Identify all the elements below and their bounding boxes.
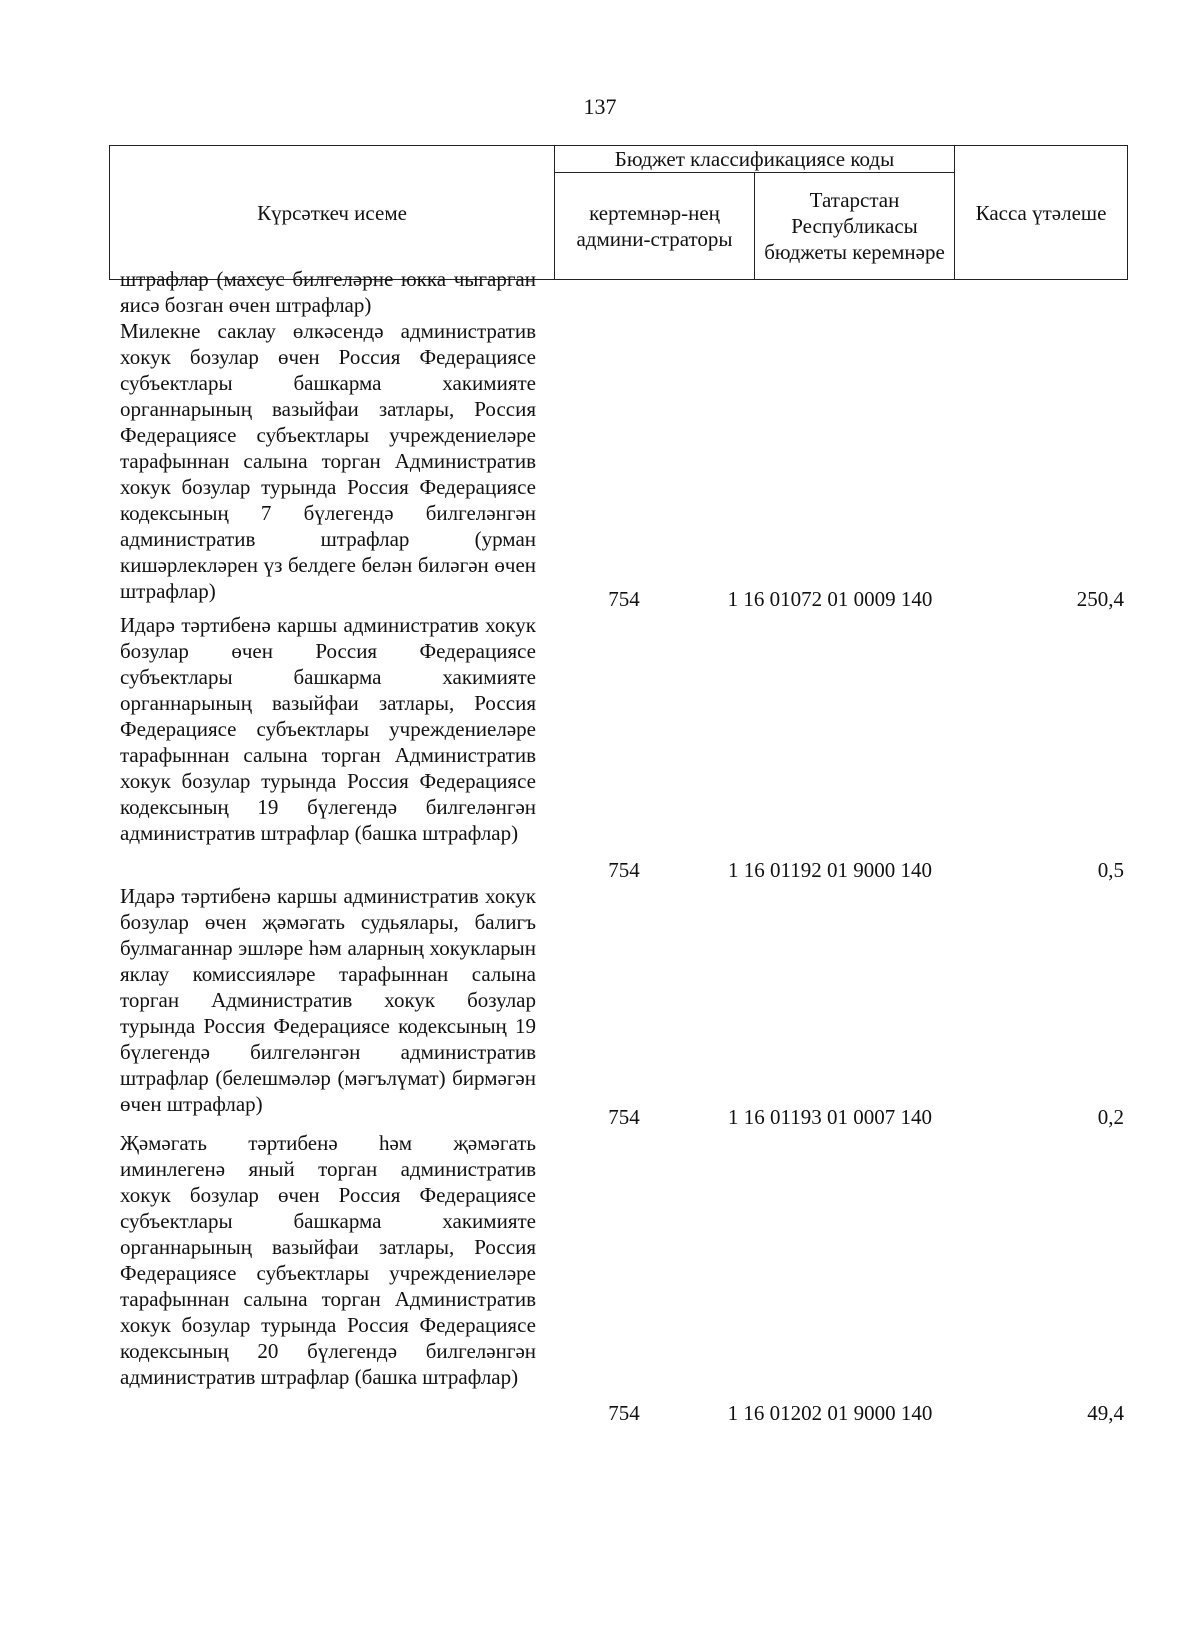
row-cash-amount: 0,2 [1097, 1105, 1124, 1129]
row-revenue-code: 1 16 01193 01 0007 140 [728, 1105, 932, 1129]
row-revenue-code: 1 16 01192 01 9000 140 [728, 858, 932, 882]
row-revenue-code: 1 16 01072 01 0009 140 [727, 587, 933, 611]
row-description: Милекне саклау өлкәсендә административ хокук бозулар өчен Россия Федерациясе субъектлары башкарма хакимияте органнарының вазыйфаи затлары, Россия Федерациясе субъектлары учреждениеләре тарафыннан салына торган Административ хокук бозулар турында Россия Федерациясе кодексының 7 бүлегендә билгеләнгән административ штрафлар (урман кишәрлекләрен үз белдеге белән биләгән өчен штрафлар) [120, 319, 536, 603]
row-description: Идарә тәртибенә каршы административ хокук бозулар өчен җәмәгать судьялары, балигъ булмаганнар эшләре һәм аларның хокукларын яклау комиссияләре тарафыннан салына торган Административ хокук бозулар турында Россия Федерациясе кодексының 19 бүлегендә билгеләнгән административ штрафлар (белешмәләр (мәгълүмат) бирмәгән өчен штрафлар) [120, 884, 536, 1116]
row-admin-code: 754 [608, 587, 640, 611]
row-description: Идарә тәртибенә каршы административ хокук бозулар өчен Россия Федерациясе субъектлары башкарма хакимияте органнарының вазыйфаи затлары, Россия Федерациясе субъектлары учреждениеләре тарафыннан салына торган Административ хокук бозулар турында Россия Федерациясе кодексының 19 бүлегендә билгеләнгән административ штрафлар (башка штрафлар) [120, 613, 536, 845]
header-cash: Касса үтәлеше [955, 146, 1128, 280]
row-admin-code: 754 [608, 1401, 640, 1425]
header-revenues: Татарстан Республикасы бюджеты керемнәре [755, 173, 955, 280]
row-description: Җәмәгать тәртибенә һәм җәмәгать иминлегенә яный торган административ хокук бозулар өчен Россия Федерациясе субъектлары башкарма хакимияте органнарының вазыйфаи затлары, Россия Федерациясе субъектлары учреждениеләре тарафыннан салына торган Административ хокук бозулар турында Россия Федерациясе кодексының 20 бүлегендә билгеләнгән административ штрафлар (башка штрафлар) [120, 1131, 536, 1389]
row-admin-code: 754 [608, 858, 640, 882]
row-cash-amount: 250,4 [1076, 587, 1124, 611]
page-number: 137 [583, 94, 617, 119]
header-indicator-name: Күрсәткеч исеме [110, 146, 555, 280]
row-cash-amount: 49,4 [1087, 1401, 1124, 1425]
row-admin-code: 754 [608, 1105, 640, 1129]
row-cash-amount: 0,5 [1097, 858, 1124, 882]
row-revenue-code: 1 16 01202 01 9000 140 [727, 1401, 933, 1425]
header-budget-codes-title: Бюджет классификациясе коды [555, 146, 955, 173]
header-administrators: кертемнәр-нең админи-страторы [555, 173, 755, 280]
row-description: штрафлар (махсус билгеләрне юкка чыгарган яисә бозган өчен штрафлар) [120, 267, 536, 317]
